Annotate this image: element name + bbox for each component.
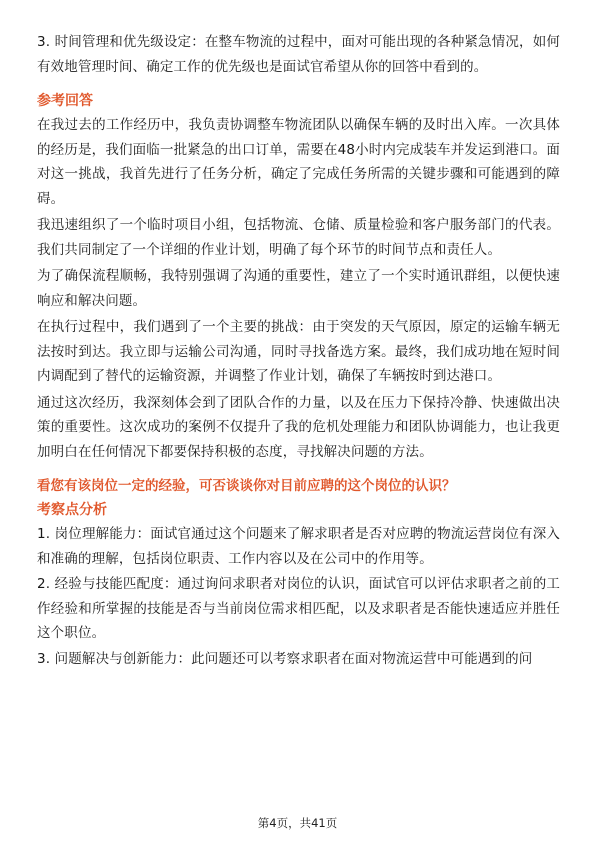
list-item: 3. 问题解决与创新能力：此问题还可以考察求职者在面对物流运营中可能遇到的问 <box>37 650 533 667</box>
answer-paragraph: 我迅速组织了一个临时项目小组，包括物流、仓储、质量检验和客户服务部门的代表。我们共同制定了一个详细的作业计划，明确了每个环节的时间节点和责任人。 <box>37 217 560 258</box>
page-number: 第4页，共41页 <box>257 816 338 830</box>
list-item: 1. 岗位理解能力：面试官通过这个问题来了解求职者是否对应聘的物流运营岗位有深入和准确的理解，包括岗位职责、工作内容以及在公司中的作用等。 <box>37 526 560 567</box>
answer-heading: 参考回答 <box>37 93 93 109</box>
analysis-list <box>37 522 560 671</box>
document-page <box>37 30 560 672</box>
analysis-heading: 考察点分析 <box>37 502 107 518</box>
answer-body <box>37 113 560 464</box>
answer-paragraph: 在我过去的工作经历中，我负责协调整车物流团队以确保车辆的及时出入库。一次具体的经历是，我们面临一批紧急的出口订单，需要在48小时内完成装车并发运到港口。面对这一挑战，我首先进行了任务分析，确定了完成任务所需的关键步骤和可能遇到的障碍。 <box>37 117 560 207</box>
list-item: 2. 经验与技能匹配度：通过询问求职者对岗位的认识，面试官可以评估求职者之前的工作经验和所掌握的技能是否与当前岗位需求相匹配，以及求职者是否能快速适应并胜任这个职位。 <box>37 576 560 641</box>
answer-paragraph: 通过这次经历，我深刻体会到了团队合作的力量，以及在压力下保持冷静、快速做出决策的重要性。这次成功的案例不仅提升了我的危机处理能力和团队协调能力，也让我更加明白在任何情况下都要保持积极的态度，寻找解决问题的方法。 <box>37 394 560 460</box>
list-item: 3. 时间管理和优先级设定：在整车物流的过程中，面对可能出现的各种紧急情况，如何有效地管理时间、确定工作的优先级也是面试官希望从你的回答中看到的。 <box>37 34 560 75</box>
answer-paragraph: 为了确保流程顺畅，我特别强调了沟通的重要性，建立了一个实时通讯群组，以便快速响应和解决问题。 <box>37 268 560 309</box>
question-heading: 看您有该岗位一定的经验，可否谈谈你对目前应聘的这个岗位的认识？ <box>37 478 456 494</box>
answer-paragraph: 在执行过程中，我们遇到了一个主要的挑战：由于突发的天气原因，原定的运输车辆无法按时到达。我立即与运输公司沟通，同时寻找备选方案。最终，我们成功地在短时间内调配到了替代的运输资源，并调整了作业计划，确保了车辆按时到达港口。 <box>37 319 560 384</box>
